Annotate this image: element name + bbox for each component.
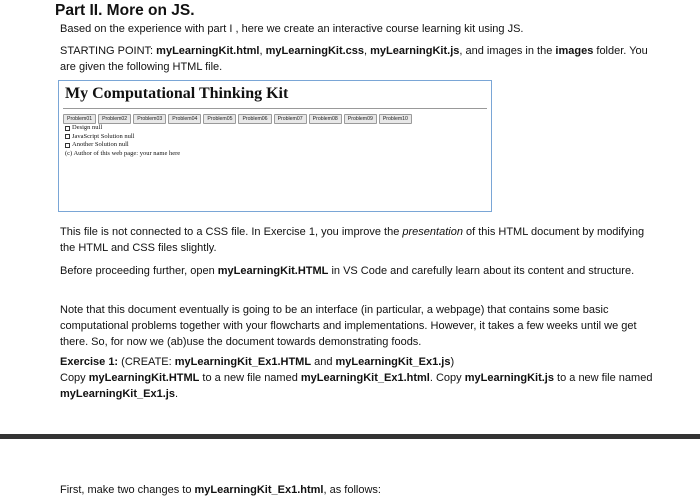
file-name: myLearningKit_Ex1.html: [300, 372, 430, 384]
css-note-paragraph: [60, 224, 655, 256]
file-name: myLearningKit_Ex1.js: [335, 356, 451, 368]
checkbox-label: Design null: [72, 124, 103, 131]
preview-checklist: [65, 124, 180, 158]
note-paragraph: Note that this document eventually is going to be an interface (in particular, a webpage) that contains some basic computational problems together with your flowcharts and implementations. However, it takes a few weeks until we get there. So, for now we (ab)use the document towards demonstrating foods.: [60, 304, 637, 348]
problem-tab[interactable]: Problem07: [274, 114, 307, 124]
file-name: myLearningKit.js: [464, 372, 554, 384]
problem-tab[interactable]: Problem05: [203, 114, 236, 124]
preview-title: My Computational Thinking Kit: [65, 85, 289, 102]
exercise-1-heading: [60, 354, 660, 370]
text: , as follows:: [323, 484, 381, 496]
text: Before proceeding further, open: [60, 265, 218, 277]
html-preview-screenshot: [58, 80, 492, 212]
sep: ,: [364, 45, 371, 57]
problem-tab[interactable]: Problem08: [309, 114, 342, 124]
starting-tail: folder. You are given the following HTML file.: [60, 45, 648, 73]
checkbox-icon[interactable]: [65, 134, 70, 139]
checkbox-icon[interactable]: [65, 143, 70, 148]
file-css: myLearningKit.css: [265, 45, 365, 57]
problem-tab[interactable]: Problem02: [98, 114, 131, 124]
file-name: myLearningKit_Ex1.html: [194, 484, 324, 496]
file-html: myLearningKit.html: [156, 45, 260, 57]
file-name: myLearningKit.HTML: [88, 372, 200, 384]
checkbox-label: Another Solution null: [72, 141, 129, 149]
exercise-1-block: [60, 354, 660, 402]
exercise-label: Exercise 1:: [60, 356, 119, 368]
text: in VS Code and carefully learn about its content and structure.: [328, 265, 635, 277]
exercise-1-instructions: [60, 370, 660, 402]
file-name: myLearningKit.HTML: [217, 265, 329, 277]
sep: ,: [259, 45, 266, 57]
text: to a new file named: [199, 372, 301, 384]
problem-tab[interactable]: Problem01: [63, 114, 96, 124]
text: First, make two changes to: [60, 484, 195, 496]
starting-lead: STARTING POINT:: [60, 45, 157, 57]
problem-tab[interactable]: Problem09: [344, 114, 377, 124]
starting-mid: , and images in the: [459, 45, 556, 57]
text: This file is not connected to a CSS file. In Exercise 1, you improve the: [60, 226, 403, 238]
section-heading: Part II. More on JS.: [55, 2, 195, 19]
starting-point-paragraph: [60, 43, 660, 75]
checkbox-row[interactable]: [65, 141, 180, 150]
file-name: myLearningKit_Ex1.js: [60, 388, 175, 400]
problem-tab[interactable]: Problem10: [379, 114, 412, 124]
text: (CREATE:: [118, 356, 175, 368]
text: of this HTML document by modifying the HTML and CSS files slightly.: [60, 226, 645, 254]
file-name: myLearningKit_Ex1.HTML: [174, 356, 312, 368]
checkbox-icon[interactable]: [65, 126, 70, 131]
preview-divider: [63, 108, 487, 109]
images-folder: images: [555, 45, 594, 57]
problem-tab[interactable]: Problem03: [133, 114, 166, 124]
emphasis: presentation: [402, 226, 463, 238]
file-js: myLearningKit.js: [370, 45, 460, 57]
preview-author-line: (c) Author of this web page: your name here: [65, 149, 181, 157]
text: Copy: [60, 372, 89, 384]
checkbox-label: JavaScript Solution null: [72, 132, 135, 140]
vscode-paragraph: [60, 263, 655, 279]
problem-tab[interactable]: Problem04: [168, 114, 201, 124]
intro-paragraph: Based on the experience with part I , here we create an interactive course learning kit using JS.: [60, 23, 524, 35]
text: and: [311, 356, 336, 368]
page-break-divider: [0, 434, 700, 439]
text: .: [174, 388, 178, 400]
checkbox-row[interactable]: [65, 124, 180, 133]
checkbox-row[interactable]: [65, 133, 180, 142]
text: to a new file named: [553, 372, 653, 384]
text: ): [450, 356, 455, 368]
text: . Copy: [429, 372, 465, 384]
problem-tab[interactable]: Problem06: [238, 114, 271, 124]
problem-tabs: [63, 114, 412, 124]
